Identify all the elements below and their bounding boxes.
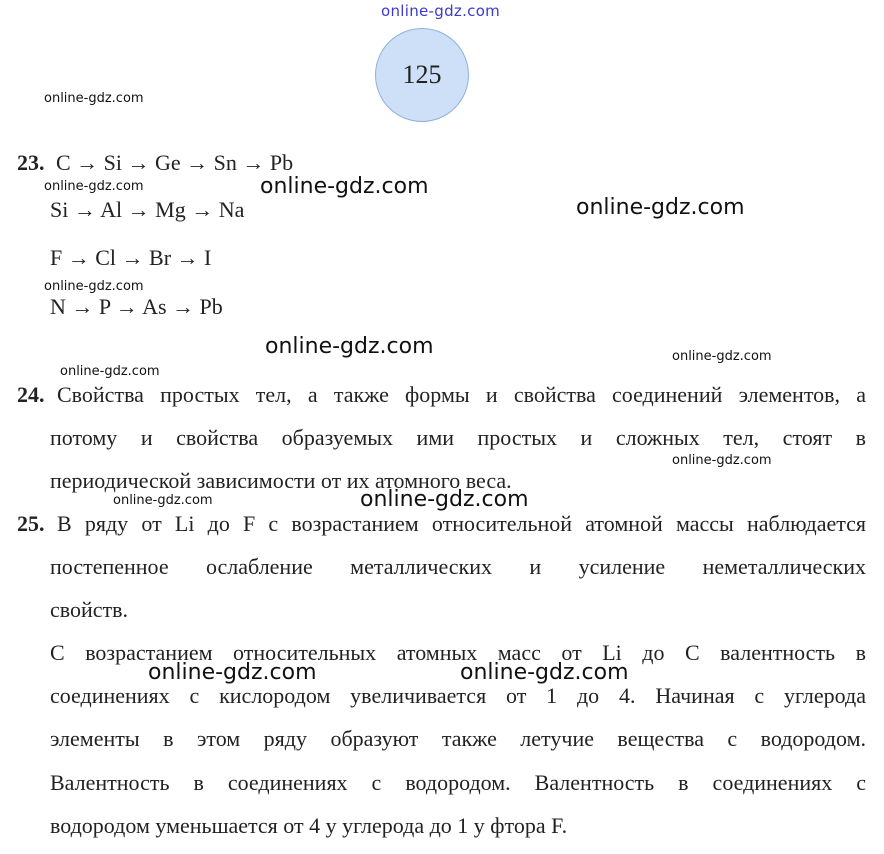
page-number: 125 <box>375 28 469 122</box>
watermark: online-gdz.com <box>60 364 160 379</box>
paragraph-line: свойств. <box>50 597 129 622</box>
paragraph-line: Валентность в соединениях с водородом. Валентность в соединениях с <box>50 770 866 795</box>
paragraph-line: водородом уменьшается от 4 у углерода до 1 у фтора F. <box>50 813 568 838</box>
watermark: online-gdz.com <box>576 195 745 220</box>
watermark: online-gdz.com <box>265 334 434 359</box>
element-row: F → Cl → Br → I <box>50 245 212 270</box>
task-24-number: 24. <box>17 382 45 407</box>
paragraph-line: С возрастанием относительных атомных масс от Li до C валентность в <box>50 640 866 665</box>
paragraph-line: соединениях с кислородом увеличивается от 1 до 4. Начиная с углерода <box>50 683 866 708</box>
watermark: online-gdz.com <box>260 174 429 199</box>
watermark: online-gdz.com <box>460 660 629 685</box>
paragraph-line: потому и свойства образуемых ими простых и сложных тел, стоят в <box>50 425 866 450</box>
watermark: online-gdz.com <box>381 2 501 20</box>
watermark: online-gdz.com <box>672 453 772 468</box>
paragraph-line: постепенное ослабление металлических и усиление неметаллических <box>50 554 866 579</box>
paragraph-line: Свойства простых тел, а также формы и свойства соединений элементов, а <box>57 382 866 407</box>
paragraph-line: периодической зависимости от их атомного веса. <box>50 468 512 493</box>
watermark: online-gdz.com <box>672 349 772 364</box>
paragraph-line: элементы в этом ряду образуют также летучие вещества с водородом. <box>50 726 866 751</box>
task-23-number: 23. <box>17 150 45 175</box>
element-row: C → Si → Ge → Sn → Pb <box>56 150 294 175</box>
watermark: online-gdz.com <box>44 179 144 194</box>
paragraph-line: В ряду от Li до F с возрастанием относительной атомной массы наблюдается <box>57 511 866 536</box>
watermark: online-gdz.com <box>44 91 144 106</box>
watermark: online-gdz.com <box>113 493 213 508</box>
element-row: Si → Al → Mg → Na <box>50 197 245 222</box>
task-25-number: 25. <box>17 511 45 536</box>
watermark: online-gdz.com <box>44 279 144 294</box>
element-row: N → P → As → Pb <box>50 294 223 319</box>
watermark: online-gdz.com <box>360 487 529 512</box>
watermark: online-gdz.com <box>148 660 317 685</box>
